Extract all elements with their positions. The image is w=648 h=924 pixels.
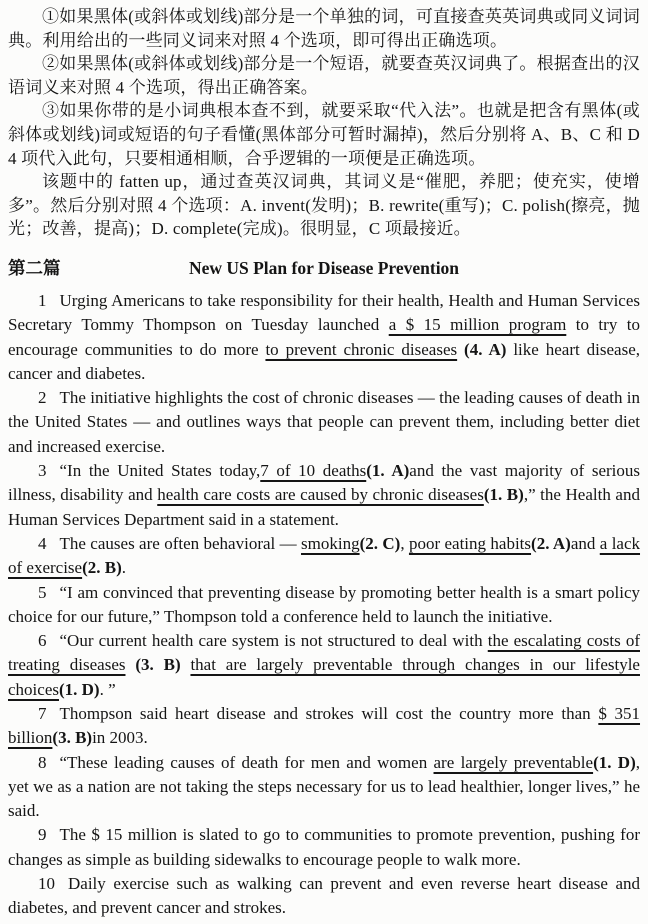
paragraph [8, 532, 640, 581]
answer-key: (2. A) [531, 533, 571, 553]
text-run: The causes are often behavioral — [59, 533, 302, 553]
text-run: Thompson said heart disease and strokes will cost the country more than [59, 703, 599, 723]
paragraph [8, 459, 640, 532]
text-run: . [121, 558, 127, 578]
intro-section [8, 5, 640, 241]
text-run: . ” [99, 679, 116, 699]
paragraph [8, 5, 640, 52]
paragraph [8, 581, 640, 630]
answer-key: (3. B) [125, 655, 191, 675]
text-run: , yet we as a nation are not taking the steps necessary for us to lead healthier, longer lives,” he said. [8, 752, 640, 821]
text-run: in 2003. [92, 728, 148, 748]
text-run: and [570, 533, 600, 553]
underlined-text: a lack of exercise [8, 533, 641, 578]
paragraph-number: 1 [38, 290, 47, 310]
paragraph-number: 10 [38, 874, 55, 894]
text-run: ②如果黑体(或斜体或划线)部分是一个短语，就要查英汉词典了。根据查出的汉语词义来对照 4 个选项，得出正确答案。 [8, 54, 640, 97]
paragraph [8, 823, 640, 872]
text-run: 该题中的 fatten up，通过查英汉词典，其词义是“催肥，养肥；使充实，使增多”。然后分别对照 4 个选项：A. invent(发明)；B. rewrite(重写)；C. polish(擦亮，抛光；改善，提高)；D. complete(完成)。很明显，C 项最接近。 [8, 172, 640, 239]
answer-key: (3. B) [52, 728, 93, 748]
text-run: ①如果黑体(或斜体或划线)部分是一个单独的词，可直接查英英词典或同义词词典。利用给出的一些同义词来对照 4 个选项，即可得出正确选项。 [8, 7, 640, 50]
text-run: “In the United States today, [59, 461, 261, 481]
paragraph [8, 52, 640, 99]
paragraph-number: 2 [38, 388, 47, 408]
text-run: ③如果你带的是小词典根本查不到，就要采取“代入法”。也就是把含有黑体(或斜体或划线)词或短语的句子看懂(黑体部分可暂时漏掉)，然后分别将 A、B、C 和 D 4 项代入此句，只要相通相顺，合乎逻辑的一项便是正确选项。 [8, 101, 640, 168]
paragraph [8, 170, 640, 241]
paragraph [8, 872, 640, 921]
underlined-text: are largely preventable [433, 752, 594, 772]
passage-title: New US Plan for Disease Prevention [188, 257, 460, 278]
underlined-text: that are largely preventable through changes in our lifestyle choices [8, 655, 640, 699]
paragraph [8, 99, 640, 170]
answer-key: (1. D) [58, 679, 100, 699]
paragraph-number: 6 [38, 631, 47, 651]
paragraph [8, 629, 640, 702]
paragraph-number: 4 [38, 533, 47, 553]
passage-number-label: 第二篇 [8, 257, 61, 278]
text-run: “Our current health care system is not structured to deal with [59, 631, 488, 651]
paragraph-number: 8 [38, 752, 47, 772]
paragraph-number: 3 [38, 461, 47, 481]
underlined-text: a $ 15 million program [388, 315, 567, 335]
paragraph-number: 9 [38, 825, 47, 845]
answer-key: (1. A) [366, 461, 410, 481]
text-run: to try to encourage communities to do more [8, 315, 640, 359]
underlined-text: 7 of 10 deaths [260, 461, 367, 481]
underlined-text: the escalating costs of treating diseases [8, 631, 640, 675]
paragraph [8, 289, 640, 386]
paragraph-number: 7 [38, 703, 47, 723]
text-run: ,” the Health and Human Services Department said in a statement. [8, 485, 640, 529]
text-run: The initiative highlights the cost of chronic diseases — the leading causes of death in the United States — and outlines ways that people can prevent them, including better diet and increased exercise. [8, 388, 640, 456]
paragraph [8, 751, 640, 824]
text-run: and the vast majority of serious illness, disability and [8, 461, 641, 505]
text-run: Daily exercise such as walking can prevent and even reverse heart disease and diabetes, and prevent cancer and strokes. [8, 874, 640, 918]
answer-key: (2. B) [82, 558, 122, 578]
text-run: like heart disease, cancer and diabetes. [8, 339, 640, 383]
text-run: “These leading causes of death for men and women [59, 752, 434, 772]
answer-key: (1. B) [483, 485, 524, 505]
text-run: The $ 15 million is slated to go to communities to promote prevention, pushing for changes as simple as building sidewalks to encourage people to walk more. [8, 825, 640, 869]
answer-key: (4. A) [457, 339, 514, 359]
underlined-text: smoking [301, 533, 360, 553]
answer-key: (2. C) [359, 533, 401, 553]
passage-heading [8, 256, 640, 280]
underlined-text: poor eating habits [408, 533, 532, 553]
answer-key: (1. D) [593, 752, 636, 772]
text-run: Urging Americans to take responsibility for their health, Health and Human Services Secretary Tommy Thompson on Tuesday launched [8, 290, 640, 335]
paragraph [8, 386, 640, 459]
underlined-text: $ 351 billion [8, 703, 641, 748]
paragraph-number: 5 [38, 582, 47, 602]
underlined-text: health care costs are caused by chronic diseases [157, 485, 484, 505]
passage-body [8, 289, 640, 921]
underlined-text: to prevent chronic diseases [265, 339, 458, 359]
paragraph [8, 702, 640, 751]
text-run: “I am convinced that preventing disease by promoting better health is a smart policy choice for our future,” Thompson told a conference held to launch the initiative. [8, 582, 640, 626]
text-run: , [400, 533, 409, 553]
